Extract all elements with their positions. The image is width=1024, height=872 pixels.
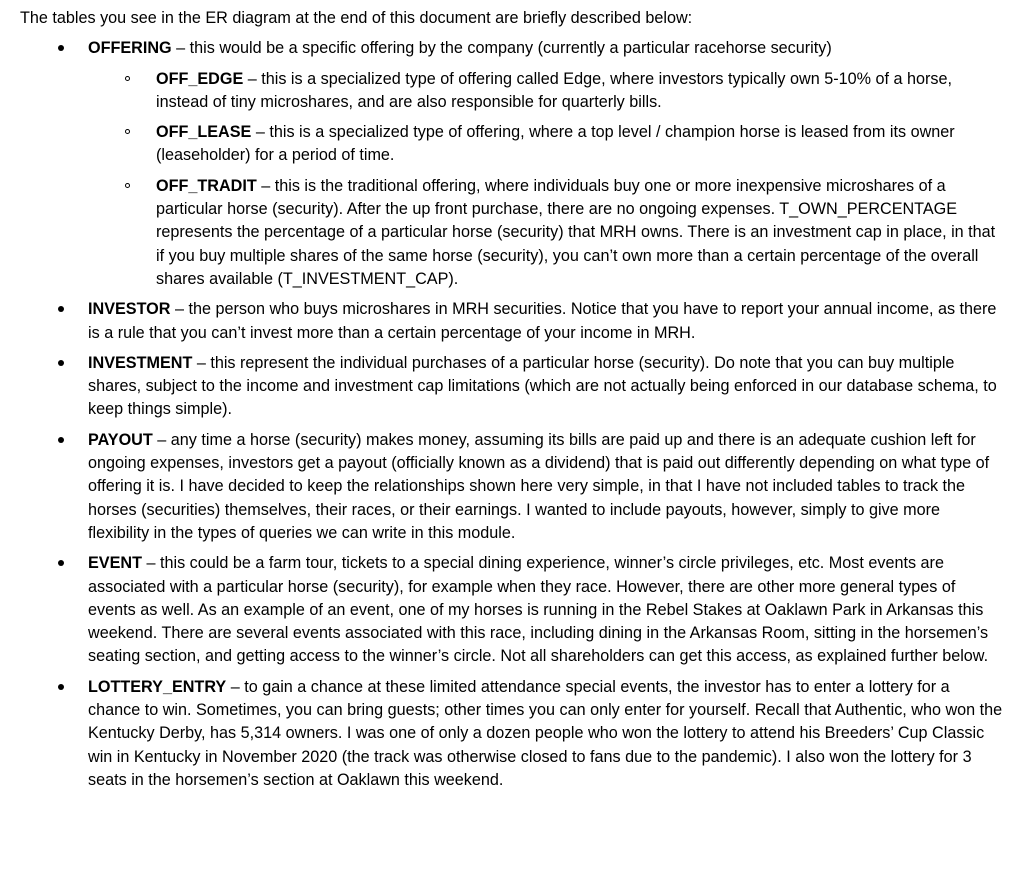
sublist-item-off-lease — [20, 121, 1004, 168]
term-description: – this could be a farm tour, tickets to a special dining experience, winner’s circle privileges, etc. Most events are associated with a particular horse (security), for example when they race. However, there are other more general types of events as well. As an example of an event, one of my horses is running in the Rebel Stakes at Oaklawn Park in Arkansas this weekend. There are several events associated with this race, including dining in the Arkansas Room, sitting in the horsemen’s seating section, and getting access to the winner’s circle. Not all shareholders can get this access, as explained further below. — [88, 554, 989, 666]
sublist-item-off-tradit — [20, 175, 1004, 291]
list-item-offering — [20, 37, 1004, 291]
table-description-list — [20, 37, 1004, 792]
bullet-icon — [58, 45, 64, 51]
term-description: – the person who buys microshares in MRH securities. Notice that you have to report your annual income, as there is a rule that you can’t invest more than a certain percentage of your income in MRH. — [88, 300, 997, 342]
intro-paragraph: The tables you see in the ER diagram at the end of this document are briefly described below: — [20, 9, 693, 27]
hollow-bullet-icon — [125, 76, 130, 81]
term-description: – this would be a specific offering by the company (currently a particular racehorse security) — [171, 39, 832, 58]
bullet-icon — [58, 437, 64, 443]
term-label: EVENT — [88, 554, 142, 573]
list-item-investor — [20, 298, 1004, 345]
list-item-event — [20, 552, 1004, 668]
bullet-icon — [58, 684, 64, 690]
term-description: – to gain a chance at these limited attendance special events, the investor has to enter a lottery for a chance to win. Sometimes, you can bring guests; other times you can only enter for yourself. Recall that Authentic, who won the Kentucky Derby, has 5,314 owners. I was one of only a dozen people who won the lottery to attend his Breeders’ Cup Classic win in Kentucky in November 2020 (the track was otherwise closed to fans due to the pandemic). I also won the lottery for 3 seats in the horsemen’s section at Oaklawn this weekend. — [88, 677, 1003, 789]
term-label: OFF_EDGE — [156, 69, 244, 88]
term-description: – this represent the individual purchases of a particular horse (security). Do note that you can buy multiple shares, subject to the income and investment cap limitations (which are not actually being enforced in our database schema, to keep things simple). — [88, 353, 997, 419]
term-label: OFF_LEASE — [156, 123, 252, 142]
bullet-icon — [58, 306, 64, 312]
term-description: – this is a specialized type of offering called Edge, where investors typically own 5-10% of a horse, instead of tiny microshares, and are also responsible for quarterly bills. — [156, 69, 952, 111]
sublist-item-off-edge — [20, 68, 1004, 115]
list-item-payout — [20, 429, 1004, 545]
term-label: OFFERING — [88, 39, 172, 58]
bullet-icon — [58, 360, 64, 366]
hollow-bullet-icon — [125, 129, 130, 134]
term-description: – any time a horse (security) makes money, assuming its bills are paid up and there is an adequate cushion left for ongoing expenses, investors get a payout (officially known as a dividend) that is paid out differently depending on what type of offering it is. I have decided to keep the relationships shown here very simple, in that I have not included tables to track the horses (securities) themselves, their races, or their earnings. I wanted to include payouts, however, simply to give more flexibility in the types of queries we can write in this module. — [88, 430, 990, 542]
term-label: INVESTMENT — [88, 353, 193, 372]
offering-sublist — [88, 68, 1004, 292]
hollow-bullet-icon — [125, 183, 130, 188]
bullet-icon — [58, 560, 64, 566]
term-description: – this is the traditional offering, where individuals buy one or more inexpensive microshares of a particular horse (security). After the up front purchase, there are no ongoing expenses. T_OWN_PERCENTAGE represents the percentage of a particular horse (security) that MRH owns. There is an investment cap in place, in that if you buy multiple shares of the same horse (security), you can’t own more than a certain percentage of the overall shares available (T_INVESTMENT_CAP). — [156, 176, 996, 288]
term-label: INVESTOR — [88, 300, 171, 319]
term-description: – this is a specialized type of offering, where a top level / champion horse is leased from its owner (leaseholder) for a period of time. — [156, 123, 955, 165]
list-item-lottery-entry — [20, 676, 1004, 792]
term-label: OFF_TRADIT — [156, 176, 257, 195]
term-label: LOTTERY_ENTRY — [88, 677, 227, 696]
term-label: PAYOUT — [88, 430, 153, 449]
list-item-investment — [20, 352, 1004, 422]
